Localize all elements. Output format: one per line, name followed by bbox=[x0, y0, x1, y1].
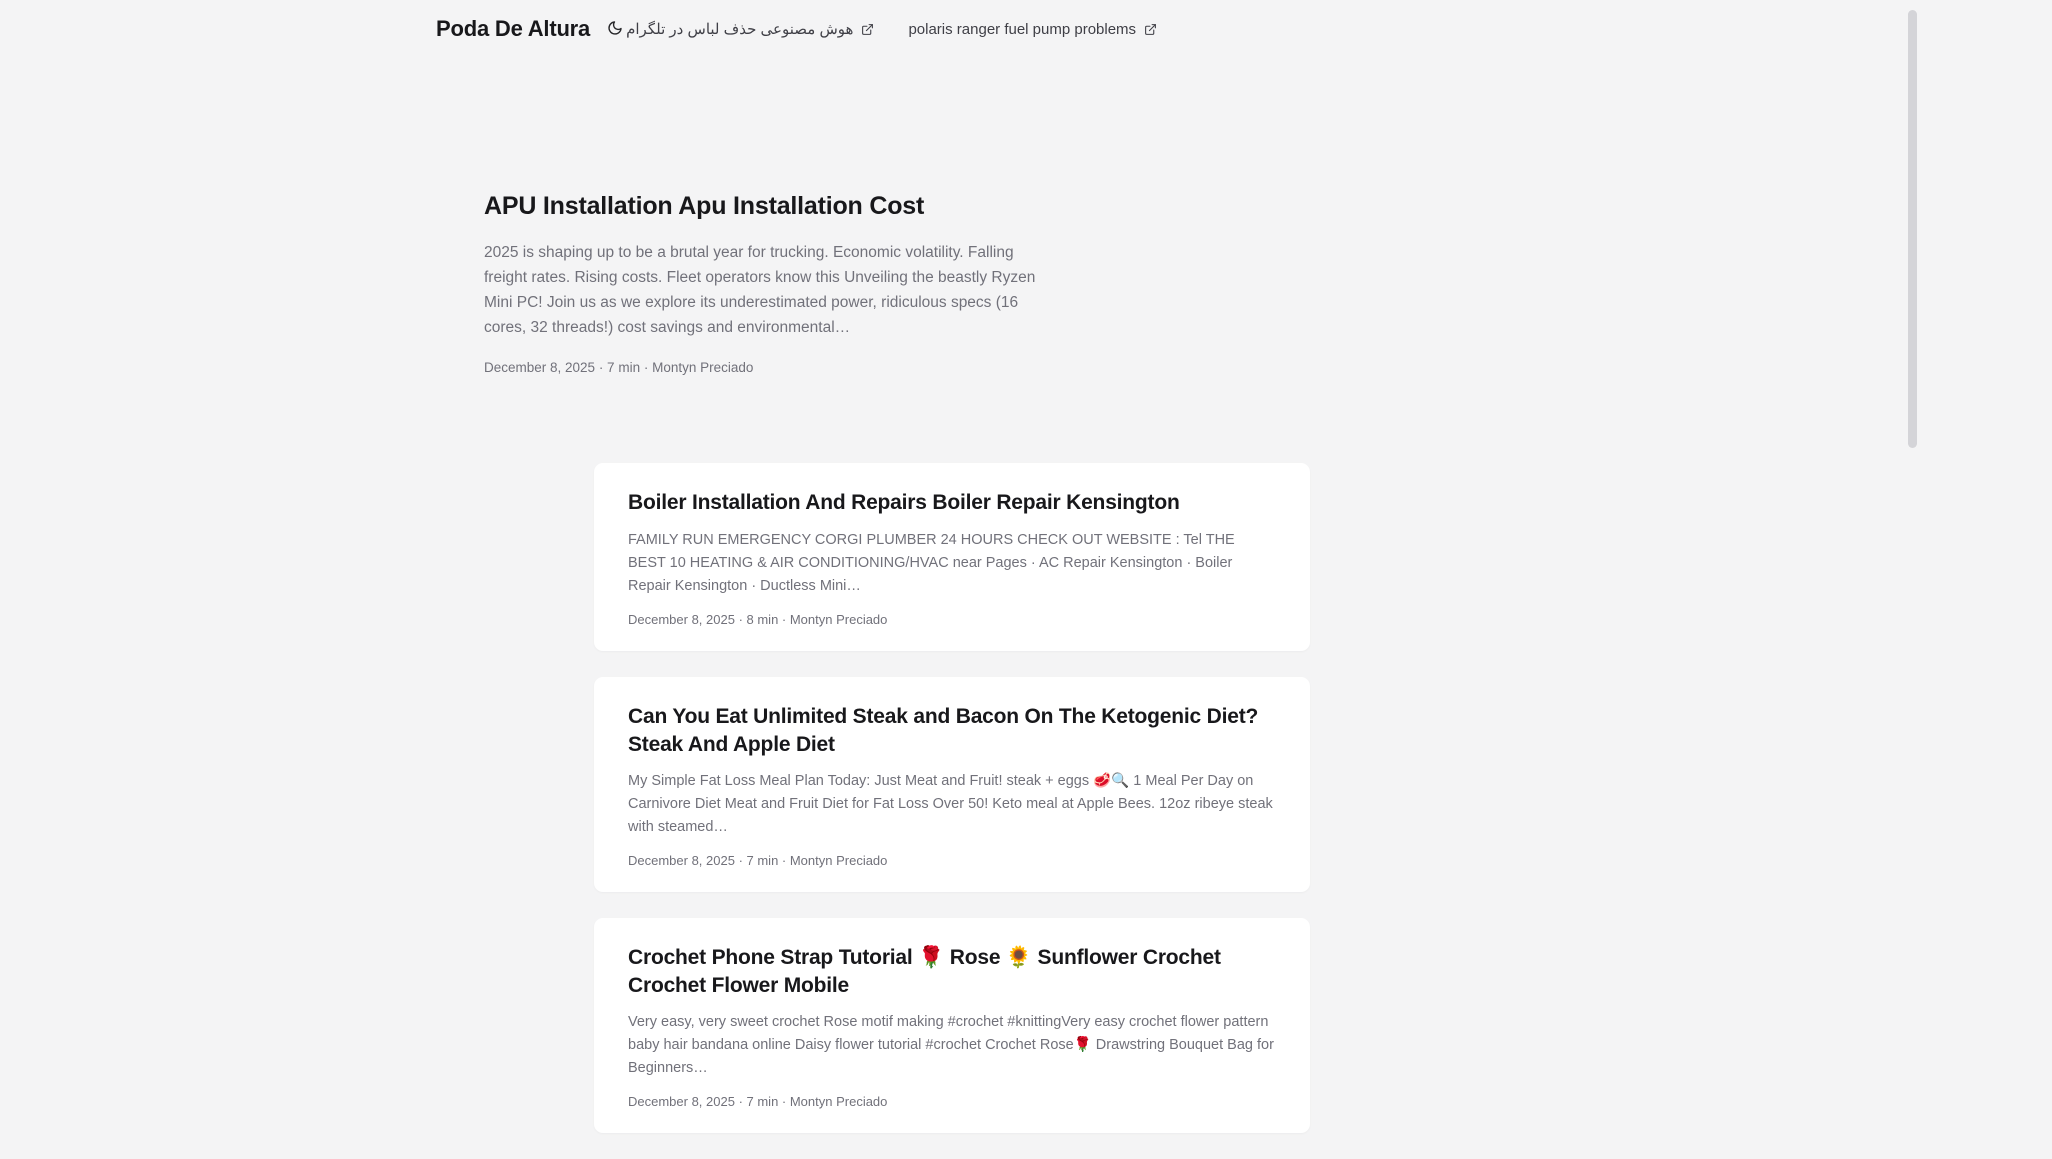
post-item-featured[interactable] bbox=[484, 190, 1184, 375]
moon-icon bbox=[607, 20, 623, 39]
post-title[interactable]: Boiler Installation And Repairs Boiler Repair Kensington bbox=[628, 491, 1180, 515]
theme-toggle-button[interactable] bbox=[604, 18, 626, 40]
nav-link-1[interactable] bbox=[626, 20, 874, 38]
page-scrollbar-thumb[interactable] bbox=[1908, 10, 1917, 448]
post-excerpt: 2025 is shaping up to be a brutal year for trucking. Economic volatility. Falling freight rates. Rising costs. Fleet operators know this Unveiling the beastly Ryzen Mini PC! Join us as we explore its underestimated power, ridiculous specs (16 cores, 32 threads!) cost savings and environmental… bbox=[484, 244, 1036, 337]
main-content bbox=[0, 58, 1920, 1159]
nav-link-1-label: هوش مصنوعی حذف لباس در تلگرام bbox=[626, 21, 854, 38]
post-title[interactable]: Crochet Phone Strap Tutorial 🌹 Rose 🌻 Sunflower Crochet Crochet Flower Mobile bbox=[628, 946, 1221, 997]
post-item[interactable] bbox=[594, 677, 1310, 892]
post-item[interactable] bbox=[594, 918, 1310, 1133]
site-title: Poda De Altura bbox=[436, 16, 591, 41]
post-title[interactable]: APU Installation Apu Installation Cost bbox=[484, 192, 925, 220]
post-excerpt: My Simple Fat Loss Meal Plan Today: Just Meat and Fruit! steak + eggs 🥩🔍 1 Meal Per Day on Carnivore Diet Meat and Fruit Diet for Fat Loss Over 50! Keto meal at Apple Bees. 12oz ribeye steak with steamed… bbox=[628, 773, 1273, 836]
header-inner bbox=[0, 0, 1920, 58]
post-list bbox=[484, 58, 1310, 1159]
list-spacer bbox=[594, 375, 1310, 463]
nav-link-2-label: polaris ranger fuel pump problems bbox=[908, 20, 1137, 38]
post-title[interactable]: Can You Eat Unlimited Steak and Bacon On The Ketogenic Diet? Steak And Apple Diet bbox=[628, 704, 1259, 756]
external-link-icon bbox=[1144, 23, 1157, 36]
site-header bbox=[0, 0, 1920, 58]
post-meta: December 8, 2025 · 7 min · Montyn Preciado bbox=[628, 1094, 888, 1110]
external-link-icon bbox=[861, 23, 874, 36]
post-excerpt: Very easy, very sweet crochet Rose motif making #crochet #knittingVery easy crochet flower pattern baby hair bandana online Daisy flower tutorial #crochet Crochet Rose🌹 Drawstring Bouquet Bag for Beginners… bbox=[628, 1014, 1274, 1077]
header-nav bbox=[626, 20, 2052, 38]
post-meta: December 8, 2025 · 8 min · Montyn Preciado bbox=[628, 611, 888, 627]
brand-group bbox=[436, 16, 626, 42]
post-item[interactable] bbox=[594, 463, 1310, 650]
post-excerpt: FAMILY RUN EMERGENCY CORGI PLUMBER 24 HOURS CHECK OUT WEBSITE : Tel THE BEST 10 HEATING & AIR CONDITIONING/HVAC near Pages · AC Repair Kensington · Boiler Repair Kensington · Ductless Mini… bbox=[628, 532, 1235, 594]
post-meta: December 8, 2025 · 7 min · Montyn Preciado bbox=[484, 360, 754, 376]
page-scrollbar-track[interactable] bbox=[1905, 0, 1920, 1080]
post-meta: December 8, 2025 · 7 min · Montyn Preciado bbox=[628, 853, 888, 869]
nav-link-2[interactable] bbox=[908, 21, 1157, 38]
